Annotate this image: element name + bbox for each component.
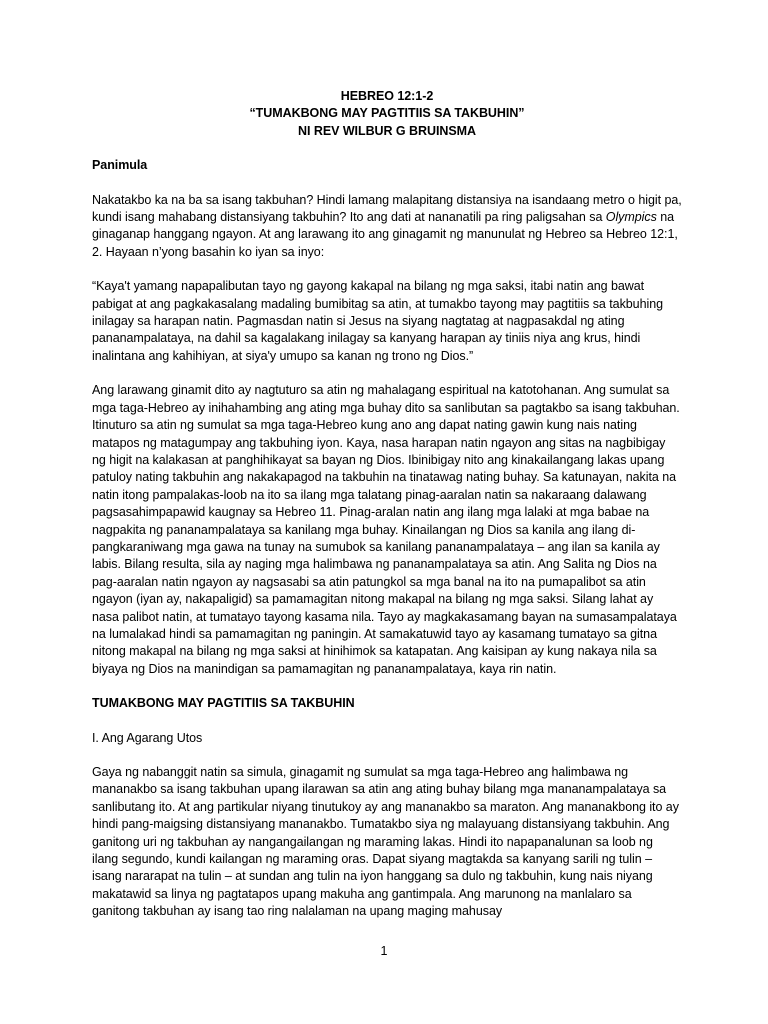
subheading-1: I. Ang Agarang Utos [92,730,203,745]
intro-paragraph-text-2: na ginaganap hanggang ngayon. At ang larawang ito ang ginagamit ng manunulat ng Hebreo sa Hebreo 12:1, 2. Hayaan n’yong basahin ko iyan sa inyo: [92,210,678,259]
intro-paragraph-text-1: Nakatakbo ka na ba sa isang takbuhan? Hindi lamang malapitang distansiya na isandaang metro o higit pa, kundi isang mahabang distansiyang takbuhin? Ito ang dati at nananatili pa ring paligsahan sa [92,192,682,225]
title-line-author: NI REV WILBUR G BRUINSMA [298,123,476,138]
scripture-quote: “Kaya't yamang napapalibutan tayo ng gayong kakapal na bilang ng mga saksi, itabi natin ang bawat pabigat at ang pagkakasalang madaling bumibitag sa atin, at tumakbo tayong may pagtitiis sa takbuhing inilagay sa harapan natin. Pagmasdan natin si Jesus na siyang nagtatag at nagpasakdal ng ating pananampalataya, na dahil sa kagalakang inilagay sa kanyang harapan ay tiniis niya ang krus, hindi inalintana ang kahihiyan, at siya'y umupo sa kanan ng trono ng Dios.” [92,279,664,363]
body-paragraph-3: Gaya ng nabanggit natin sa simula, ginagamit ng sumulat sa mga taga-Hebreo ang halimbawa ng mananakbo sa isang takbuhan upang ilarawan sa atin ang ating buhay bilang mga mananampalataya sa sanlibutang ito. At ang partikular niyang tinutukoy ay ang mananakbo sa maraton. Ang mananakbong ito ay hindi pang-maigsing distansiyang mananakbo. Tumatakbo siya ng malayuang distansiyang takbuhin. Ang ganitong uri ng takbuhan ay nangangailangan ng maraming lakas. Hindi ito napapanalunan sa loob ng ilang segundo, kundi kailangan ng maraming oras. Dapat siyang magtakda sa kanyang sarili ng tulin – isang nararapat na tulin – at sundan ang tulin na iyon hanggang sa dulo ng takbuhin, kung nais niyang makatawid sa linya ng pagtatapos upang makuha ang gantimpala. Ang marunong na manlalaro sa ganitong takbuhan ay isang tao ring nalalaman na upang maging mahusay [92,765,679,919]
body-paragraph-2: Ang larawang ginamit dito ay nagtuturo sa atin ng mahalagang espiritual na katotohanan. Ang sumulat sa mga taga-Hebreo ay inihahambing ang ating mga buhay dito sa sanlibutan sa pagtakbo sa isang takbuhan. Itinuturo sa atin ng sumulat sa mga taga-Hebreo kung ano ang dapat nating gawin kung nais nating matapos ng matagumpay ang takbuhing iyon. Kaya, nasa harapan natin ngayon ang sitas na nagbibigay ng higit na kalakasan at panghihikayat sa bayan ng Dios. Ibinibigay nito ang kinakailangang lakas upang patuloy nating takbuhin ang nakakapagod na takbuhin na tinatawag nating buhay. Sa katunayan, nakita na natin itong pampalakas-loob na ito sa ilang mga talatang pinag-aaralan natin sa nakaraang dalawang pagsasahimpapawid kaugnay sa Hebreo 11. Pinag-aralan natin ang ilang mga lalaki at mga babae na nagpakita ng pananampalataya sa kanilang mga buhay. Kinailangan ng Dios sa kanila ang ilang di-pangkaraniwang mga gawa na tunay na sumubok sa kanilang pananampalataya – ang ilan sa kanila ay labis. Bilang resulta, sila ay naging mga halimbawa ng pananampalataya sa atin. Ang Salita ng Dios na pag-aaralan natin ngayon ay nagsasabi sa atin patungkol sa mga banal na ito na pumapalibot sa atin ngayon (iyan ay, nakapaligid) sa pamamagitan nitong makapal na bilang ng mga saksi. Silang lahat ay nasa palibot natin, at tumatayo tayong kasama nila. Tayo ay magkakasamang bayan na sumasampalataya na lumalakad hindi sa pamamagitan ng paningin. At samakatuwid tayo ay kasamang tumatayo sa gitna nitong makapal na bilang ng mga saksi at hinihimok sa katapatan. Ang kaisipan ay kung nakaya nila sa biyaya ng Dios na manindigan sa pamamagitan ng pananampalataya, kaya rin natin. [92,383,680,676]
page-number: 1 [380,944,388,958]
title-line-sermon-title: “TUMAKBONG MAY PAGTITIIS SA TAKBUHIN” [249,106,525,121]
section-heading-intro: Panimula [92,158,148,173]
intro-paragraph-italic: Olympics [605,210,657,225]
document-title [92,88,682,140]
document-body [92,88,682,938]
intro-paragraph [92,192,682,262]
section-heading-main: TUMAKBONG MAY PAGTITIIS SA TAKBUHIN [92,696,355,711]
title-line-scripture: HEBREO 12:1-2 [340,89,434,103]
